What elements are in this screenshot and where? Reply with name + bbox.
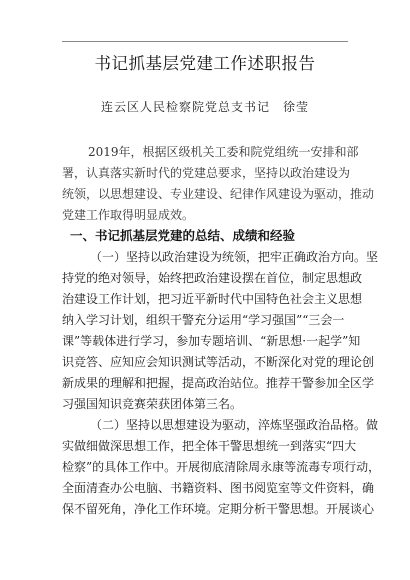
paragraph-line: 统领，以思想建设、专业建设、纪律作风建设为驱动，推动 xyxy=(62,187,375,201)
top-rule xyxy=(62,41,348,42)
paragraph-line: （二）坚持以思想建设为驱动，淬炼坚强政治品格。做 xyxy=(90,418,379,432)
paragraph-line: 课”等载体进行学习，参加专题培训、“新思想·一起学”知 xyxy=(62,334,361,348)
paragraph-line: 全面清查办公电脑、书籍资料、图书阅览室等文件资料，确 xyxy=(62,481,375,495)
paragraph-line: 习强国知识竞赛荣获团体第三名。 xyxy=(62,397,243,411)
document-title: 书记抓基层党建工作述职报告 xyxy=(94,54,316,73)
paragraph-line: 实做细做深思想工作，把全体干警思想统一到落实“四大 xyxy=(62,439,357,453)
paragraph-line: 保不留死角，净化工作环境。定期分析干警思想。开展谈心 xyxy=(62,502,375,516)
paragraph-line: 2019年，根据区级机关工委和院党组统一安排和部 xyxy=(88,145,359,159)
section-heading: 一、书记抓基层党建的总结、成绩和经验 xyxy=(70,228,296,243)
paragraph-line: 新成果的理解和把握，提高政治站位。推荐干警参加全区学 xyxy=(62,376,375,390)
paragraph-line: 署，认真落实新时代的党建总要求，坚持以政治建设为 xyxy=(62,166,351,180)
paragraph-line: 检察”的具体工作中。开展彻底清除周永康等流毒专项行动， xyxy=(62,460,381,474)
paragraph-line: 持党的绝对领导，始终把政治建设摆在首位，制定思想政 xyxy=(62,271,363,285)
paragraph-line: 识竞答、应知应会知识测试等活动，不断深化对党的理论创 xyxy=(62,355,375,369)
paragraph-line: 治建设工作计划，把习近平新时代中国特色社会主义思想 xyxy=(62,292,363,306)
paragraph-line: （一）坚持以政治建设为统领，把牢正确政治方向。坚 xyxy=(90,250,379,264)
paragraph-line: 纳入学习计划，组织干警充分运用“学习强国”“三会一 xyxy=(62,313,345,327)
paragraph-line: 党建工作取得明显成效。 xyxy=(62,208,195,222)
author-line: 连云区人民检察院党总支书记 徐莹 xyxy=(100,100,309,114)
